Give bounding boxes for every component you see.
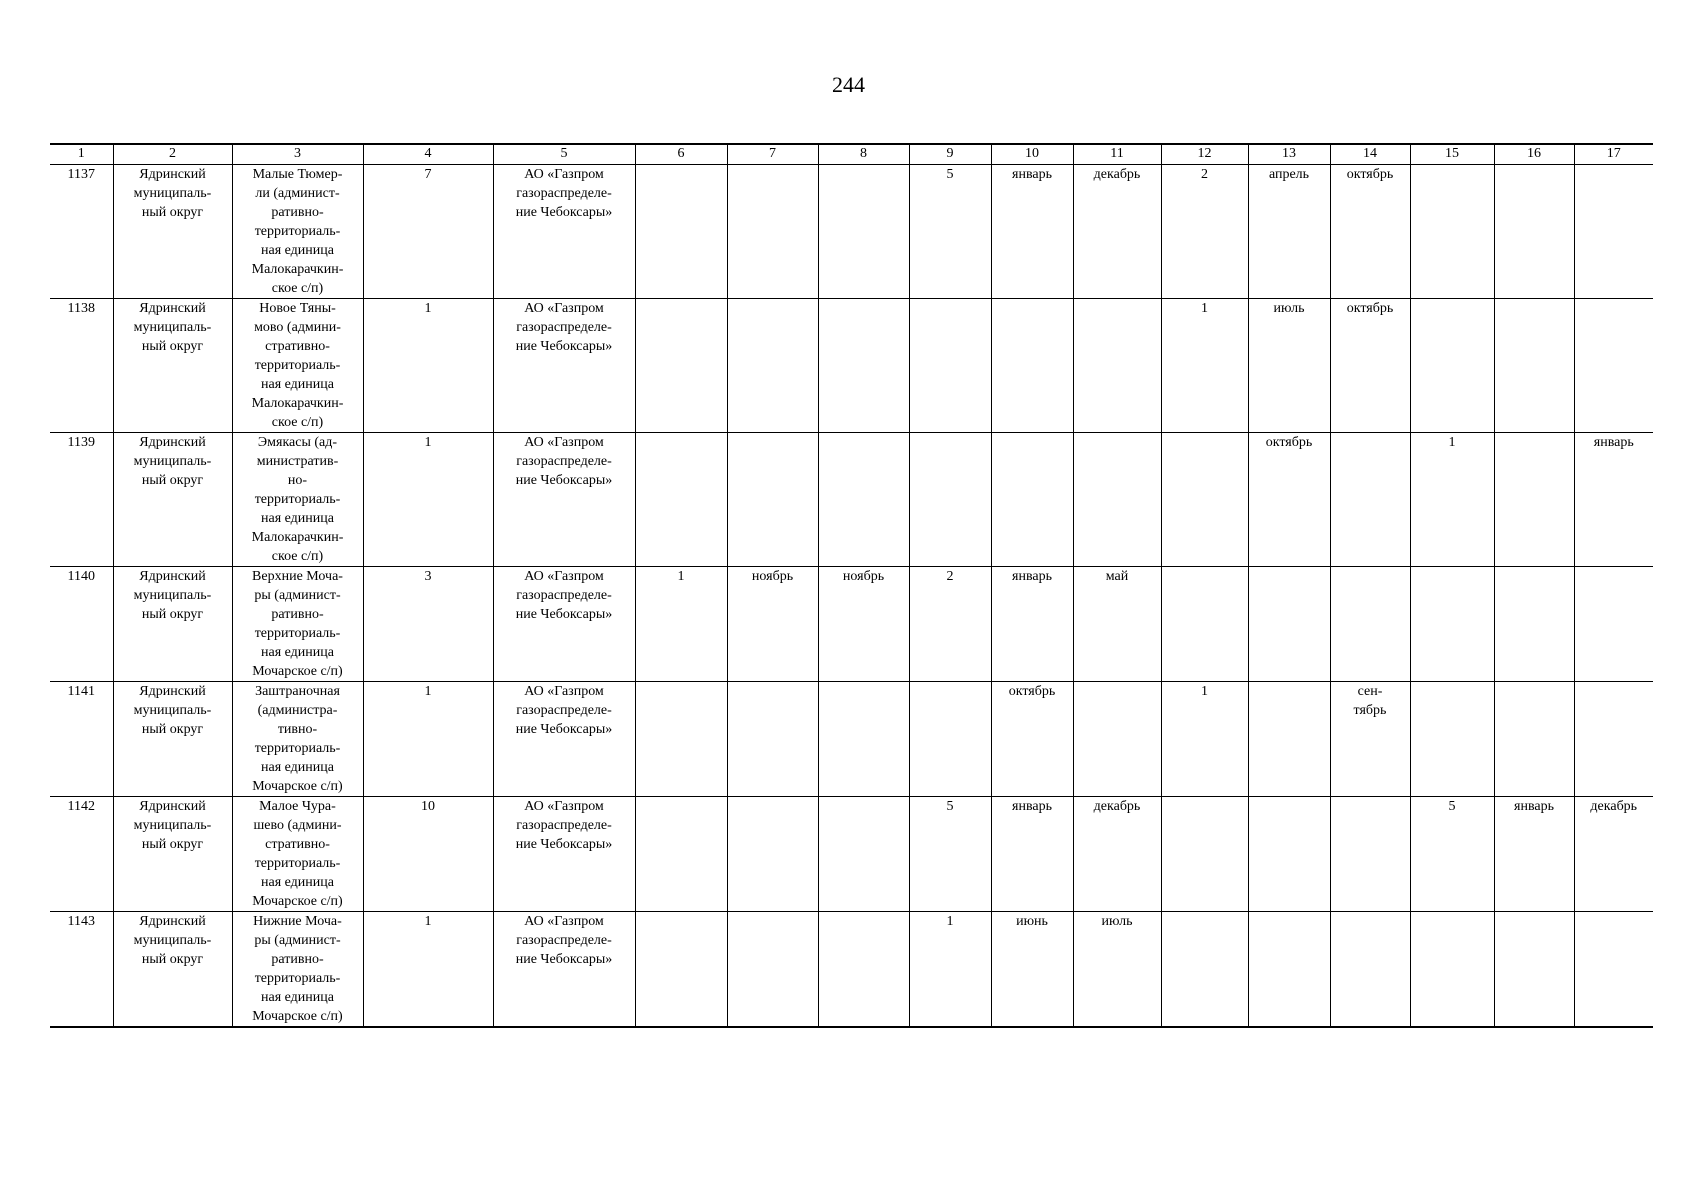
cell-col-12 bbox=[1161, 566, 1248, 681]
cell-count: 1 bbox=[363, 298, 493, 432]
cell-col-9: 5 bbox=[909, 796, 991, 911]
cell-col-16 bbox=[1494, 911, 1574, 1027]
cell-organization: АО «Газпром газораспределе- ние Чебоксары» bbox=[493, 681, 635, 796]
cell-col-17 bbox=[1574, 164, 1653, 298]
cell-col-17 bbox=[1574, 681, 1653, 796]
cell-district: Ядринский муниципаль- ный округ bbox=[113, 911, 232, 1027]
column-number-16: 16 bbox=[1494, 144, 1574, 164]
cell-organization: АО «Газпром газораспределе- ние Чебоксары» bbox=[493, 298, 635, 432]
cell-organization: АО «Газпром газораспределе- ние Чебоксары» bbox=[493, 164, 635, 298]
cell-col-15: 5 bbox=[1410, 796, 1494, 911]
cell-col-15 bbox=[1410, 164, 1494, 298]
cell-col-7 bbox=[727, 164, 818, 298]
column-number-10: 10 bbox=[991, 144, 1073, 164]
cell-count: 10 bbox=[363, 796, 493, 911]
cell-district: Ядринский муниципаль- ный округ bbox=[113, 164, 232, 298]
cell-col-8 bbox=[818, 432, 909, 566]
cell-settlement: Эмякасы (ад- министратив- но- территориаль- ная единица Малокарачкин- ское с/п) bbox=[232, 432, 363, 566]
cell-district: Ядринский муниципаль- ный округ bbox=[113, 681, 232, 796]
cell-col-7 bbox=[727, 681, 818, 796]
cell-row-number: 1140 bbox=[50, 566, 113, 681]
cell-col-15 bbox=[1410, 566, 1494, 681]
cell-col-14 bbox=[1330, 796, 1410, 911]
cell-settlement: Заштраночная (администра- тивно- территориаль- ная единица Мочарское с/п) bbox=[232, 681, 363, 796]
cell-col-9: 5 bbox=[909, 164, 991, 298]
cell-settlement: Новое Тяны- мово (админи- стративно- территориаль- ная единица Малокарачкин- ское с/п) bbox=[232, 298, 363, 432]
cell-col-7 bbox=[727, 911, 818, 1027]
cell-col-10 bbox=[991, 298, 1073, 432]
cell-col-15 bbox=[1410, 298, 1494, 432]
cell-col-14 bbox=[1330, 911, 1410, 1027]
cell-settlement: Малые Тюмер- ли (админист- ративно- территориаль- ная единица Малокарачкин- ское с/п) bbox=[232, 164, 363, 298]
cell-col-8 bbox=[818, 298, 909, 432]
cell-col-13 bbox=[1248, 681, 1330, 796]
cell-col-13: июль bbox=[1248, 298, 1330, 432]
cell-organization: АО «Газпром газораспределе- ние Чебоксары» bbox=[493, 911, 635, 1027]
cell-col-14: сен- тябрь bbox=[1330, 681, 1410, 796]
table-row bbox=[50, 432, 1653, 566]
column-number-14: 14 bbox=[1330, 144, 1410, 164]
cell-row-number: 1141 bbox=[50, 681, 113, 796]
cell-col-16 bbox=[1494, 681, 1574, 796]
cell-col-11: декабрь bbox=[1073, 164, 1161, 298]
cell-col-12 bbox=[1161, 796, 1248, 911]
cell-col-16 bbox=[1494, 566, 1574, 681]
cell-col-8: ноябрь bbox=[818, 566, 909, 681]
cell-col-11: май bbox=[1073, 566, 1161, 681]
cell-col-7 bbox=[727, 432, 818, 566]
cell-col-9 bbox=[909, 298, 991, 432]
cell-col-11 bbox=[1073, 681, 1161, 796]
column-number-15: 15 bbox=[1410, 144, 1494, 164]
cell-col-12: 1 bbox=[1161, 298, 1248, 432]
cell-col-10: июнь bbox=[991, 911, 1073, 1027]
cell-col-9: 2 bbox=[909, 566, 991, 681]
table-body bbox=[50, 164, 1653, 1027]
cell-count: 1 bbox=[363, 911, 493, 1027]
cell-col-17: январь bbox=[1574, 432, 1653, 566]
cell-col-16 bbox=[1494, 164, 1574, 298]
cell-district: Ядринский муниципаль- ный округ bbox=[113, 796, 232, 911]
cell-col-17 bbox=[1574, 298, 1653, 432]
cell-row-number: 1138 bbox=[50, 298, 113, 432]
cell-row-number: 1139 bbox=[50, 432, 113, 566]
cell-col-14 bbox=[1330, 566, 1410, 681]
column-number-8: 8 bbox=[818, 144, 909, 164]
cell-row-number: 1142 bbox=[50, 796, 113, 911]
column-number-4: 4 bbox=[363, 144, 493, 164]
cell-settlement: Малое Чура- шево (админи- стративно- территориаль- ная единица Мочарское с/п) bbox=[232, 796, 363, 911]
cell-col-15: 1 bbox=[1410, 432, 1494, 566]
cell-organization: АО «Газпром газораспределе- ние Чебоксары» bbox=[493, 566, 635, 681]
column-number-17: 17 bbox=[1574, 144, 1653, 164]
table-row bbox=[50, 164, 1653, 298]
cell-col-16: январь bbox=[1494, 796, 1574, 911]
cell-col-11: декабрь bbox=[1073, 796, 1161, 911]
cell-col-12 bbox=[1161, 432, 1248, 566]
cell-col-17 bbox=[1574, 911, 1653, 1027]
column-number-11: 11 bbox=[1073, 144, 1161, 164]
cell-col-15 bbox=[1410, 681, 1494, 796]
column-number-1: 1 bbox=[50, 144, 113, 164]
table-row bbox=[50, 681, 1653, 796]
cell-col-13 bbox=[1248, 796, 1330, 911]
cell-count: 7 bbox=[363, 164, 493, 298]
gasification-schedule-table bbox=[50, 143, 1653, 1028]
cell-organization: АО «Газпром газораспределе- ние Чебоксары» bbox=[493, 432, 635, 566]
cell-col-16 bbox=[1494, 298, 1574, 432]
cell-col-10: октябрь bbox=[991, 681, 1073, 796]
cell-col-16 bbox=[1494, 432, 1574, 566]
cell-col-10: январь bbox=[991, 566, 1073, 681]
column-number-3: 3 bbox=[232, 144, 363, 164]
cell-col-14: октябрь bbox=[1330, 298, 1410, 432]
page-number: 244 bbox=[832, 72, 865, 97]
cell-col-13: апрель bbox=[1248, 164, 1330, 298]
cell-col-10: январь bbox=[991, 164, 1073, 298]
cell-col-8 bbox=[818, 796, 909, 911]
cell-col-14 bbox=[1330, 432, 1410, 566]
cell-row-number: 1143 bbox=[50, 911, 113, 1027]
cell-col-7 bbox=[727, 796, 818, 911]
cell-col-15 bbox=[1410, 911, 1494, 1027]
cell-col-6 bbox=[635, 298, 727, 432]
cell-col-6 bbox=[635, 681, 727, 796]
column-number-12: 12 bbox=[1161, 144, 1248, 164]
column-number-9: 9 bbox=[909, 144, 991, 164]
cell-col-11: июль bbox=[1073, 911, 1161, 1027]
cell-district: Ядринский муниципаль- ный округ bbox=[113, 298, 232, 432]
column-number-row bbox=[50, 144, 1653, 164]
cell-col-10 bbox=[991, 432, 1073, 566]
table-row bbox=[50, 566, 1653, 681]
column-number-2: 2 bbox=[113, 144, 232, 164]
cell-settlement: Верхние Моча- ры (админист- ративно- территориаль- ная единица Мочарское с/п) bbox=[232, 566, 363, 681]
cell-col-6 bbox=[635, 911, 727, 1027]
cell-count: 1 bbox=[363, 681, 493, 796]
cell-col-13: октябрь bbox=[1248, 432, 1330, 566]
cell-col-11 bbox=[1073, 298, 1161, 432]
cell-col-7 bbox=[727, 298, 818, 432]
cell-col-13 bbox=[1248, 566, 1330, 681]
cell-col-6 bbox=[635, 796, 727, 911]
cell-col-17 bbox=[1574, 566, 1653, 681]
cell-col-10: январь bbox=[991, 796, 1073, 911]
cell-col-6: 1 bbox=[635, 566, 727, 681]
cell-col-11 bbox=[1073, 432, 1161, 566]
column-number-5: 5 bbox=[493, 144, 635, 164]
cell-col-9: 1 bbox=[909, 911, 991, 1027]
cell-col-8 bbox=[818, 164, 909, 298]
cell-col-9 bbox=[909, 681, 991, 796]
cell-district: Ядринский муниципаль- ный округ bbox=[113, 432, 232, 566]
cell-col-12: 2 bbox=[1161, 164, 1248, 298]
cell-col-13 bbox=[1248, 911, 1330, 1027]
table-row bbox=[50, 911, 1653, 1027]
table-row bbox=[50, 298, 1653, 432]
table-row bbox=[50, 796, 1653, 911]
cell-col-12 bbox=[1161, 911, 1248, 1027]
cell-col-8 bbox=[818, 911, 909, 1027]
cell-settlement: Нижние Моча- ры (админист- ративно- территориаль- ная единица Мочарское с/п) bbox=[232, 911, 363, 1027]
cell-col-8 bbox=[818, 681, 909, 796]
cell-col-9 bbox=[909, 432, 991, 566]
column-number-6: 6 bbox=[635, 144, 727, 164]
cell-col-6 bbox=[635, 164, 727, 298]
column-number-13: 13 bbox=[1248, 144, 1330, 164]
column-number-7: 7 bbox=[727, 144, 818, 164]
cell-col-7: ноябрь bbox=[727, 566, 818, 681]
cell-col-17: декабрь bbox=[1574, 796, 1653, 911]
cell-col-14: октябрь bbox=[1330, 164, 1410, 298]
cell-count: 3 bbox=[363, 566, 493, 681]
cell-count: 1 bbox=[363, 432, 493, 566]
cell-col-6 bbox=[635, 432, 727, 566]
cell-row-number: 1137 bbox=[50, 164, 113, 298]
cell-district: Ядринский муниципаль- ный округ bbox=[113, 566, 232, 681]
cell-organization: АО «Газпром газораспределе- ние Чебоксары» bbox=[493, 796, 635, 911]
cell-col-12: 1 bbox=[1161, 681, 1248, 796]
